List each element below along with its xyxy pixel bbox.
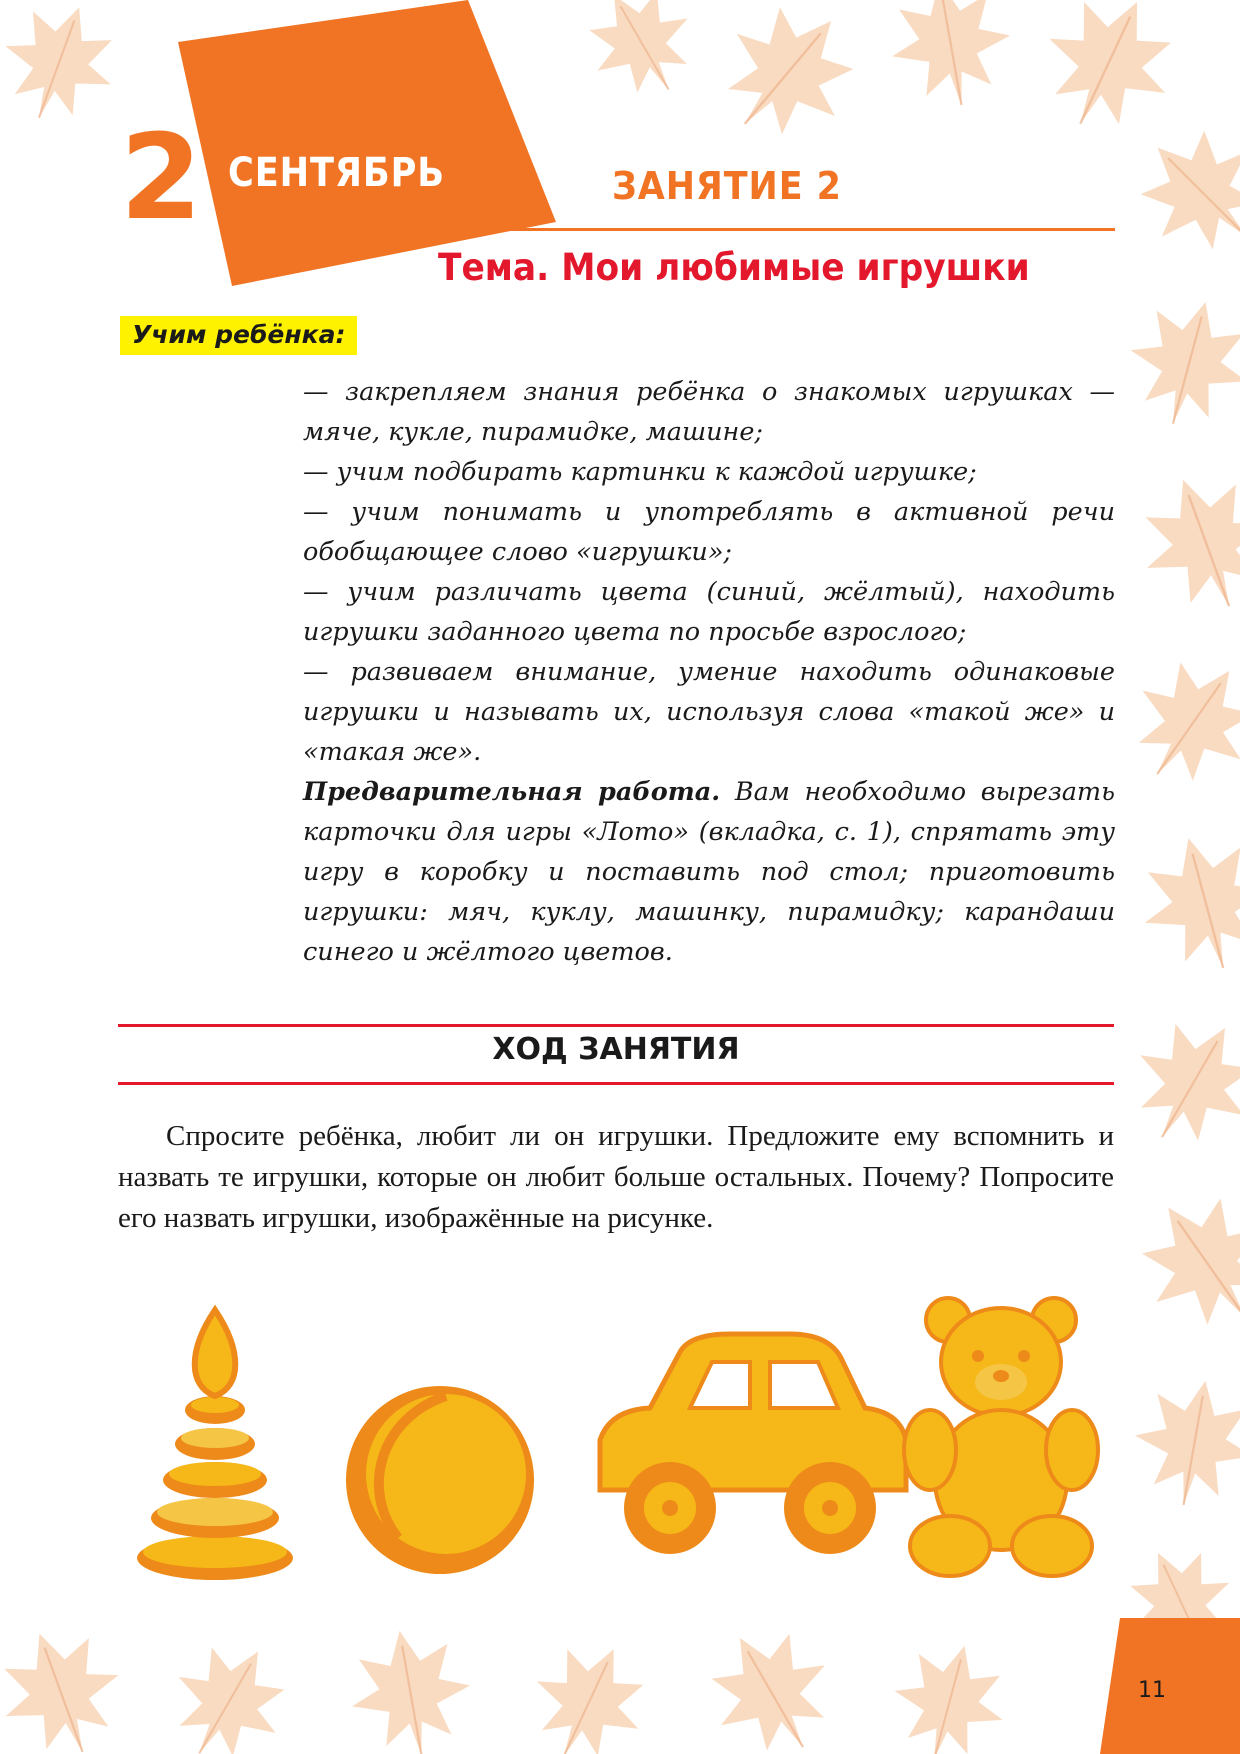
page-number: 11: [1138, 1678, 1166, 1703]
preparation-label: Предварительная работа.: [303, 777, 721, 807]
goal-item: — учим понимать и употреблять в активной речи обобщающее слово «игрушки»;: [303, 497, 1115, 567]
car-toy-icon: [600, 1334, 906, 1554]
course-top-rule: [118, 1024, 1114, 1027]
teach-label: Учим ребёнка:: [120, 316, 357, 355]
course-title: ХОД ЗАНЯТИЯ: [492, 1032, 740, 1067]
goal-item: — закрепляем знания ребёнка о знакомых игрушках — мяче, кукле, пирамидке, машине;: [303, 377, 1115, 447]
preparation-text: Вам необходимо вырезать карточки для игры «Лото» (вкладка, с. 1), спрятать эту игру в коробку и поставить под стол; приготовить игрушки: мяч, куклу, машинку, пирамидку; карандаши синего и жёлтого цветов.: [303, 777, 1115, 967]
toys-illustration: [130, 1290, 1110, 1590]
teddy-bear-toy-icon: [904, 1298, 1098, 1576]
course-text: Спросите ребёнка, любит ли он игрушки. Предложите ему вспомнить и назвать те игрушки, которые он любит больше остальных. Почему? Попросите его назвать игрушки, изображённые на рисунке.: [118, 1120, 1114, 1234]
goals-list: [303, 372, 1115, 972]
header-divider: [470, 228, 1115, 231]
goal-item: — развиваем внимание, умение находить одинаковые игрушки и называть их, используя слова «такой же» и «такая же».: [303, 657, 1115, 767]
month-title: СЕНТЯБРЬ: [228, 150, 445, 196]
topic-title: Тема. Мои любимые игрушки: [438, 246, 1030, 289]
goal-item: — учим подбирать картинки к каждой игрушке;: [303, 457, 977, 487]
course-bottom-rule: [118, 1082, 1114, 1085]
page-corner-shape: [1100, 1618, 1240, 1754]
lesson-title: ЗАНЯТИЕ 2: [612, 164, 842, 208]
goal-item: — учим различать цвета (синий, жёлтый), находить игрушки заданного цвета по просьбе взрослого;: [303, 577, 1115, 647]
ball-toy-icon: [346, 1386, 534, 1574]
preparation-paragraph: [303, 772, 1115, 972]
chapter-number: 2: [120, 108, 201, 246]
pyramid-toy-icon: [137, 1310, 293, 1580]
